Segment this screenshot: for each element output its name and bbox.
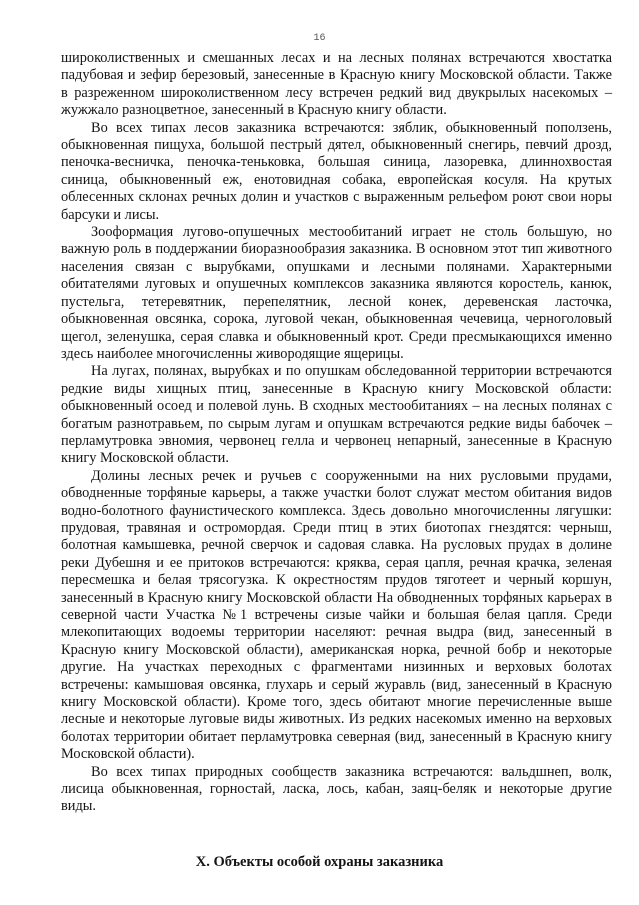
section-heading: X. Объекты особой охраны заказника [195,854,444,870]
document-body [61,50,612,816]
paragraph-continuation: широколиственных и смешанных лесах и на лесных полянах встречаются хвостатка падубовая и зефир березовый, занесенные в Красную книгу Московской области. Также в разреженном широколиственном лесу встречен редкий вид двукрылых насекомых – жужжало разноцветное, занесенный в Красную книгу области. [61,50,612,119]
page-number: 16 [313,33,326,44]
paragraph-rare-meadow-species: На лугах, полянах, вырубках и по опушкам обследованной территории встречаются редкие виды хищных птиц, занесенные в Красную книгу Московской области: обыкновенный осоед и полевой лунь. В сходных местообитаниях – на лесных полянах с богатым разнотравьем, по сырым лугам и опушкам встречаются редкие виды бабочек – перламутровка эвномия, червонец гелла и червонец непарный, занесенные в Красную книгу Московской области. [61,363,612,467]
paragraph-meadow-zooformation: Зооформация лугово-опушечных местообитаний играет не столь большую, но важную роль в поддержании биоразнообразия заказника. В основном этот тип животного населения связан с вырубками, опушками и лесными полянами. Характерными обитателями луговых и опушечных комплексов заказника являются коростель, канюк, пустельга, тетеревятник, перепелятник, лесной конек, деревенская ласточка, обыкновенная овсянка, сорока, луговой чекан, обыкновенная чечевица, черноголовый щегол, зеленушка, серая славка и обыкновенный крот. Среди пресмыкающихся именно здесь наиболее многочисленны живородящие ящерицы. [61,224,612,362]
paragraph-wetland-species: Долины лесных речек и ручьев с сооруженными на них русловыми прудами, обводненные торфяные карьеры, а также участки болот служат местом обитания видов водно-болотного фаунистического комплекса. Здесь довольно многочисленны лягушки: прудовая, травяная и остромордая. Среди птиц в этих биотопах гнездятся: черныш, болотная камышевка, речной сверчок и садовая славка. На русловых прудах в долине реки Дубешня и ее притоков встречаются: кряква, серая цапля, речная крачка, зеленая пересмешка и белая трясогузка. К окрестностям прудов тяготеет и черный коршун, занесенный в Красную книгу Московской области На обводненных торфяных карьерах в северной части Участка №1 встречены сизые чайки и большая белая цапля. Среди млекопитающих водоемы территории населяют: речная выдра (вид, занесенный в Красную книгу Московской области), американская норка, речной бобр и некоторые другие. На участках переходных с фрагментами низинных и верховых болотах встречены: камышовая овсянка, глухарь и серый журавль (вид, занесенный в Красную книгу Московской области). Кроме того, здесь обитают многие перечисленные выше лесные и некоторые луговые виды животных. Из редких насекомых именно на верховых болотах территории обитает перламутровка северная (вид, занесенный в Красную книгу Московской области). [61,467,612,763]
paragraph-all-communities: Во всех типах природных сообществ заказника встречаются: вальдшнеп, волк, лисица обыкновенная, горностай, ласка, лось, кабан, заяц-беляк и некоторые другие виды. [61,763,612,815]
paragraph-forest-species: Во всех типах лесов заказника встречаются: зяблик, обыкновенный поползень, обыкновенная пищуха, большой пестрый дятел, обыкновенный снегирь, певчий дрозд, пеночка-весничка, пеночка-теньковка, большая синица, лазоревка, длиннохвостая синица, обыкновенный еж, енотовидная собака, европейская косуля. На крутых облесенных склонах речных долин и участков с выраженным рельефом роют свои норы барсуки и лисы. [61,119,612,223]
